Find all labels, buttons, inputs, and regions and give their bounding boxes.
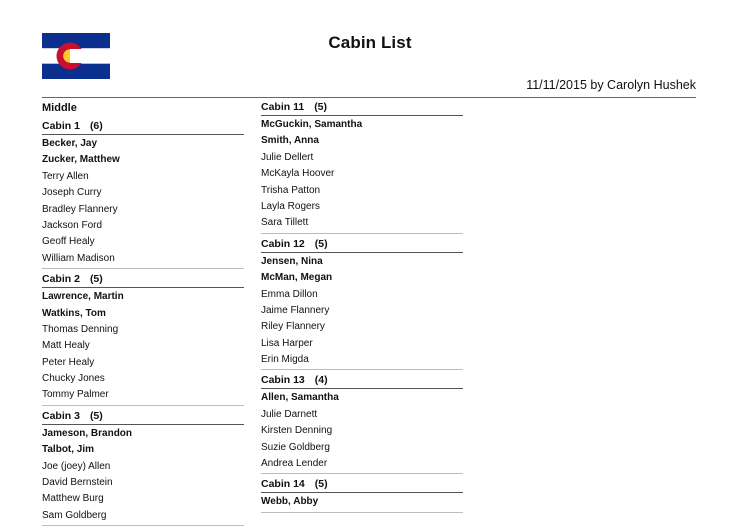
cabin-heading: [261, 98, 463, 116]
right-column: [261, 98, 463, 514]
counselor-name: Jameson, Brandon: [42, 427, 133, 439]
cabin-heading: [42, 407, 244, 425]
counselor-name: Becker, Jay: [42, 138, 98, 149]
cabin-roster: [261, 253, 463, 370]
camper-name: David Bernstein: [42, 477, 113, 489]
camper-name: Sam Goldberg: [42, 509, 107, 521]
cabin-name: Cabin 11: [261, 101, 305, 113]
cabin-heading: [261, 235, 463, 253]
cabin-block: [261, 475, 463, 512]
cabin-count: (5): [314, 478, 328, 491]
counselor-name: Zucker, Matthew: [42, 154, 120, 166]
camper-name: Chucky Jones: [42, 373, 105, 385]
camper-name: Sara Tillett: [261, 217, 309, 229]
cabin-roster: [261, 116, 463, 233]
camper-name: Terry Allen: [42, 170, 89, 182]
cabin-block: [261, 98, 463, 234]
cabin-block: [42, 270, 244, 406]
camper-name: Suzie Goldberg: [261, 441, 330, 453]
camper-name: Jaime Flannery: [261, 304, 330, 316]
page-title: Cabin List: [328, 33, 412, 52]
camper-name: McKayla Hoover: [261, 168, 335, 180]
cabin-count: (5): [314, 237, 328, 250]
cabin-block: [42, 407, 244, 526]
camper-name: Julie Darnett: [261, 408, 318, 420]
cabin-count: (5): [314, 101, 328, 113]
camper-name: Joseph Curry: [42, 187, 102, 199]
cabin-name: Cabin 1: [42, 120, 80, 132]
camper-name: Peter Healy: [42, 356, 95, 368]
counselor-name: Jensen, Nina: [261, 255, 323, 267]
cabin-name: Cabin 13: [261, 374, 305, 387]
cabin-count: (5): [89, 409, 103, 422]
date-author-byline: 11/11/2015 by Carolyn Hushek: [526, 78, 696, 92]
cabin-heading: [42, 270, 244, 288]
camper-name: Emma Dillon: [261, 288, 318, 300]
group-title: Middle: [42, 102, 77, 114]
cabin-name: Cabin 14: [261, 478, 305, 491]
camper-name: Tommy Palmer: [42, 389, 109, 401]
camper-name: William Madison: [42, 252, 115, 264]
right-cabin-list: [261, 98, 463, 513]
cabin-name: Cabin 3: [42, 409, 80, 422]
camper-name: Lisa Harper: [261, 337, 313, 349]
cabin-name: Cabin 12: [261, 237, 305, 250]
cabin-heading: [261, 475, 463, 493]
camper-name: Bradley Flannery: [42, 203, 118, 215]
cabin-block: [261, 235, 463, 371]
cabin-heading: [42, 117, 244, 135]
cabin-block: [261, 371, 463, 474]
cabin-roster: [261, 493, 463, 511]
cabin-roster: [42, 425, 244, 525]
camper-name: Thomas Denning: [42, 323, 119, 335]
camper-name: Julie Dellert: [261, 151, 314, 163]
cabin-heading: [261, 371, 463, 389]
camper-name: Kirsten Denning: [261, 425, 333, 437]
camper-name: Trisha Patton: [261, 184, 321, 196]
counselor-name: Smith, Anna: [261, 135, 319, 147]
counselor-name: McGuckin, Samantha: [261, 119, 363, 130]
camper-name: Geoff Healy: [42, 236, 95, 248]
counselor-name: Lawrence, Martin: [42, 291, 124, 303]
counselor-name: Talbot, Jim: [42, 444, 95, 456]
cabin-roster: [42, 288, 244, 405]
camper-name: Jackson Ford: [42, 219, 103, 231]
camper-name: Layla Rogers: [261, 200, 320, 212]
camper-name: Matthew Burg: [42, 493, 104, 505]
camper-name: Riley Flannery: [261, 321, 325, 333]
cabin-count: (5): [89, 273, 103, 286]
counselor-name: McMan, Megan: [261, 272, 333, 284]
cabin-roster: [42, 135, 244, 268]
cabin-count: (6): [89, 120, 103, 132]
counselor-name: Webb, Abby: [261, 496, 319, 508]
cabin-roster: [261, 389, 463, 473]
cabin-name: Cabin 2: [42, 273, 80, 286]
camper-name: Matt Healy: [42, 340, 90, 352]
cabin-count: (4): [314, 374, 328, 387]
left-cabin-list: [42, 117, 244, 526]
counselor-name: Watkins, Tom: [42, 307, 106, 319]
counselor-name: Allen, Samantha: [261, 392, 339, 404]
left-column: [42, 98, 244, 527]
cabin-block: [42, 117, 244, 269]
camper-name: Erin Migda: [261, 354, 309, 366]
camper-name: Andrea Lender: [261, 458, 328, 470]
camper-name: Joe (joey) Allen: [42, 460, 111, 472]
